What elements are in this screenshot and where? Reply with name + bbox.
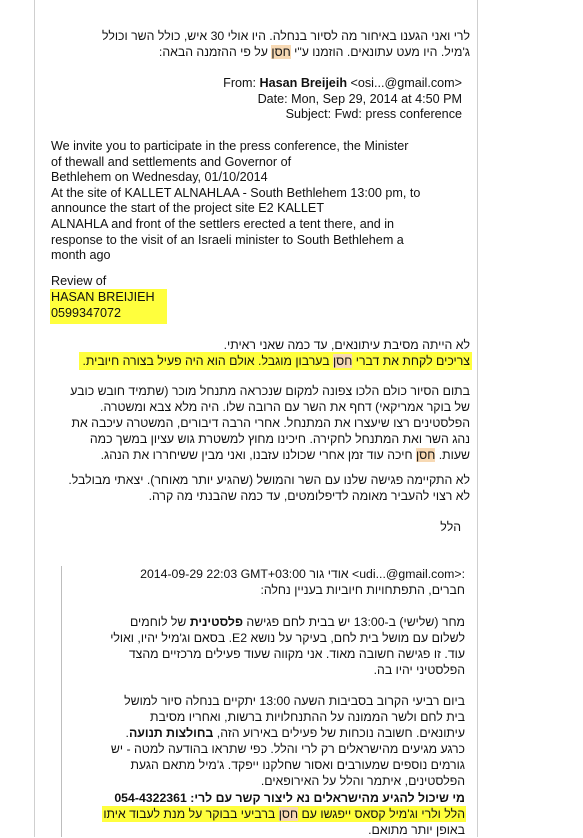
invitation-body xyxy=(51,139,420,264)
signature-review: Review of xyxy=(51,274,107,288)
p3-line: לא התקיימה פגישה שלנו עם השר והמושל (שהגיע יותר מאוחר). יצאתי מבולבל. xyxy=(68,473,470,487)
p2-line: נהג השר ואת המתנחל לחקירה. חיכינו מחוץ למשטרת גוש עציון במשך כמה xyxy=(89,432,470,446)
invitation-line: response to the visit of an Israeli minister to South Bethlehem a xyxy=(51,232,404,247)
quoted-paragraph-1 xyxy=(110,614,465,678)
q1-line: עוד. זו פגישה חשובה מאוד. אני מקווה שעוד פעילים מרכזיים מהצד xyxy=(128,647,465,661)
q1-line xyxy=(110,614,465,630)
forward-header xyxy=(223,76,462,123)
invitation-line: announce the start of the project site E2 KALLET xyxy=(51,201,325,216)
q2-text: . xyxy=(125,726,129,740)
q2-text: עיתונאים. חשובה נוכחות של פעילים באירוע הזה, xyxy=(213,726,465,740)
signature-name: HASAN BREIJIEH xyxy=(51,290,155,304)
intro-text: ג'מיל. היו מעט עתונאים. הוזמנו ע"י xyxy=(290,45,470,59)
p2-line: הפלסטינים רצו שיעצרו את המתנחל. אחרי הרבה דיבורים, המשטרה עיכבה את xyxy=(71,416,470,430)
quoted-greeting: חברים, התפתחויות חיוביות בעניין נחלה: xyxy=(260,583,465,597)
invitation-line: At the site of KALLET ALNAHLAA - South Bethlehem 13:00 pm, to xyxy=(51,185,421,200)
q1-line: לשלום עם מושל בית לחם, בעיקר על נושא E2. בסאם וג'מיל יהיו, ואולי xyxy=(110,631,465,645)
p1-line-1: לא הייתה מסיבת עיתונאים, עד כמה שאני ראיתי. xyxy=(223,338,470,352)
subject-line: Subject: Fwd: press conference xyxy=(285,107,462,122)
from-email[interactable]: <osi...@gmail.com> xyxy=(347,76,462,90)
invitation-line: of thewall and settlements and Governor of xyxy=(51,154,292,169)
right-border xyxy=(477,0,478,837)
quoted-header xyxy=(140,566,465,582)
p2-text: שעות. xyxy=(435,448,470,462)
p3-line: לא רצוי להעביר מאומה לדיפלומטים, עד כמה שהבנתי מה קרה. xyxy=(148,489,470,503)
name-hasan: חסן xyxy=(332,354,353,368)
quoted-paragraph-2 xyxy=(111,693,465,789)
quoted-contact-line: מי שיכול להגיע מהישראלים נא ליצור קשר עם לרי: 054-4322361 xyxy=(114,791,465,805)
hebrew-paragraph-1 xyxy=(224,337,470,353)
from-name: Hasan Breijeih xyxy=(259,76,348,90)
date-line: Date: Mon, Sep 29, 2014 at 4:50 PM xyxy=(257,91,462,106)
sign-off: הלל xyxy=(440,520,461,534)
q-last-text: הלל ולרי וג'מיל קסאס ייפגשו עם xyxy=(298,807,465,821)
q2-line: בית לחם ולשר הממונה על ההתנחלויות ברשות, ואחריו מסיבת xyxy=(150,710,465,724)
q2-line: כרגע מגיעים מהישראלים רק לרי והלל. כפי שתראו בהודעה למטה - יש xyxy=(110,742,465,756)
q2-line: הפלסטינים, איתמר והלל על האירופאים. xyxy=(260,774,465,788)
name-hasan: חסן xyxy=(278,807,299,821)
intro-text: על פי ההזמנה הבאה: xyxy=(158,45,272,59)
hebrew-paragraph-2 xyxy=(70,383,470,463)
quoted-header-text: 2014-09-29 22:03 GMT+03:00 אודי גור <udi...@gmail.com>: xyxy=(140,567,465,581)
q1-line: הפלסטיני יהיו בה. xyxy=(373,663,465,677)
p1-text: בערבון מוגבל. אולם הוא היה פעיל בצורה חיובית. xyxy=(82,354,333,368)
q-last-text: ברביעי בבוקר על מנת לעבוד איתו xyxy=(103,807,279,821)
p1-text: צריכים לקחת את דברי xyxy=(352,354,470,368)
q1-bold: פלסטינית xyxy=(189,615,243,629)
q2-line: גורמים נוספים שמעורבים ואסור שחלקנו ייפקד. ג'מיל מתאם הגעת xyxy=(130,758,465,772)
quoted-last-line: באופן יותר מתואם. xyxy=(368,823,465,837)
from-label: From: xyxy=(223,76,260,90)
q2-bold: בחולצות תנועה xyxy=(128,726,214,740)
q2-line xyxy=(111,725,465,741)
invitation-line: We invite you to participate in the press conference, the Minister xyxy=(51,139,409,153)
from-line xyxy=(223,76,462,92)
intro-paragraph xyxy=(102,28,470,60)
name-hasan: חסן xyxy=(271,45,291,59)
p2-line: של בוקר אמריקאי) דחף את השר עם הרובה שלו. היה מלא צבא ומשטרה. xyxy=(100,400,470,414)
p2-text: חיכה עוד זמן אחרי שכולנו עזבנו, ואני מבין ששיחררו את הנהג. xyxy=(100,448,416,462)
signature-phone: 0599347072 xyxy=(51,305,122,320)
p2-line-last xyxy=(70,447,470,463)
q2-line: ביום רביעי הקרוב בסביבות השעה 13:00 יתקיים בנחלה סיור למושל xyxy=(124,694,465,708)
q1-text: מחר (שלישי) ב-13:00 יש בבית לחם פגישה xyxy=(242,615,465,629)
p1-highlight-line xyxy=(79,352,472,370)
signature-highlight xyxy=(50,289,167,324)
invitation-line: ALNAHLA and front of the settlers erected a tent there, and in xyxy=(51,216,395,231)
quoted-last-highlight xyxy=(102,806,466,822)
q1-text: של לוחמים xyxy=(129,615,190,629)
invitation-line: month ago xyxy=(51,248,111,263)
intro-line-1: לרי ואני הגענו באיחור מה לסיור בנחלה. היו אולי 30 איש, כולל השר וכולל xyxy=(101,29,470,43)
p2-line: בתום הסיור כולם הלכו צפונה למקום שנכראה מתנחל מוכר (שתמיד חובש כובע xyxy=(70,384,470,398)
hebrew-paragraph-3 xyxy=(68,472,470,504)
signature xyxy=(51,274,106,290)
name-hasan: חסן xyxy=(415,448,436,462)
invitation-line: Bethlehem on Wednesday, 01/10/2014 xyxy=(51,170,268,185)
left-border xyxy=(34,0,35,837)
intro-line-2 xyxy=(102,44,470,60)
